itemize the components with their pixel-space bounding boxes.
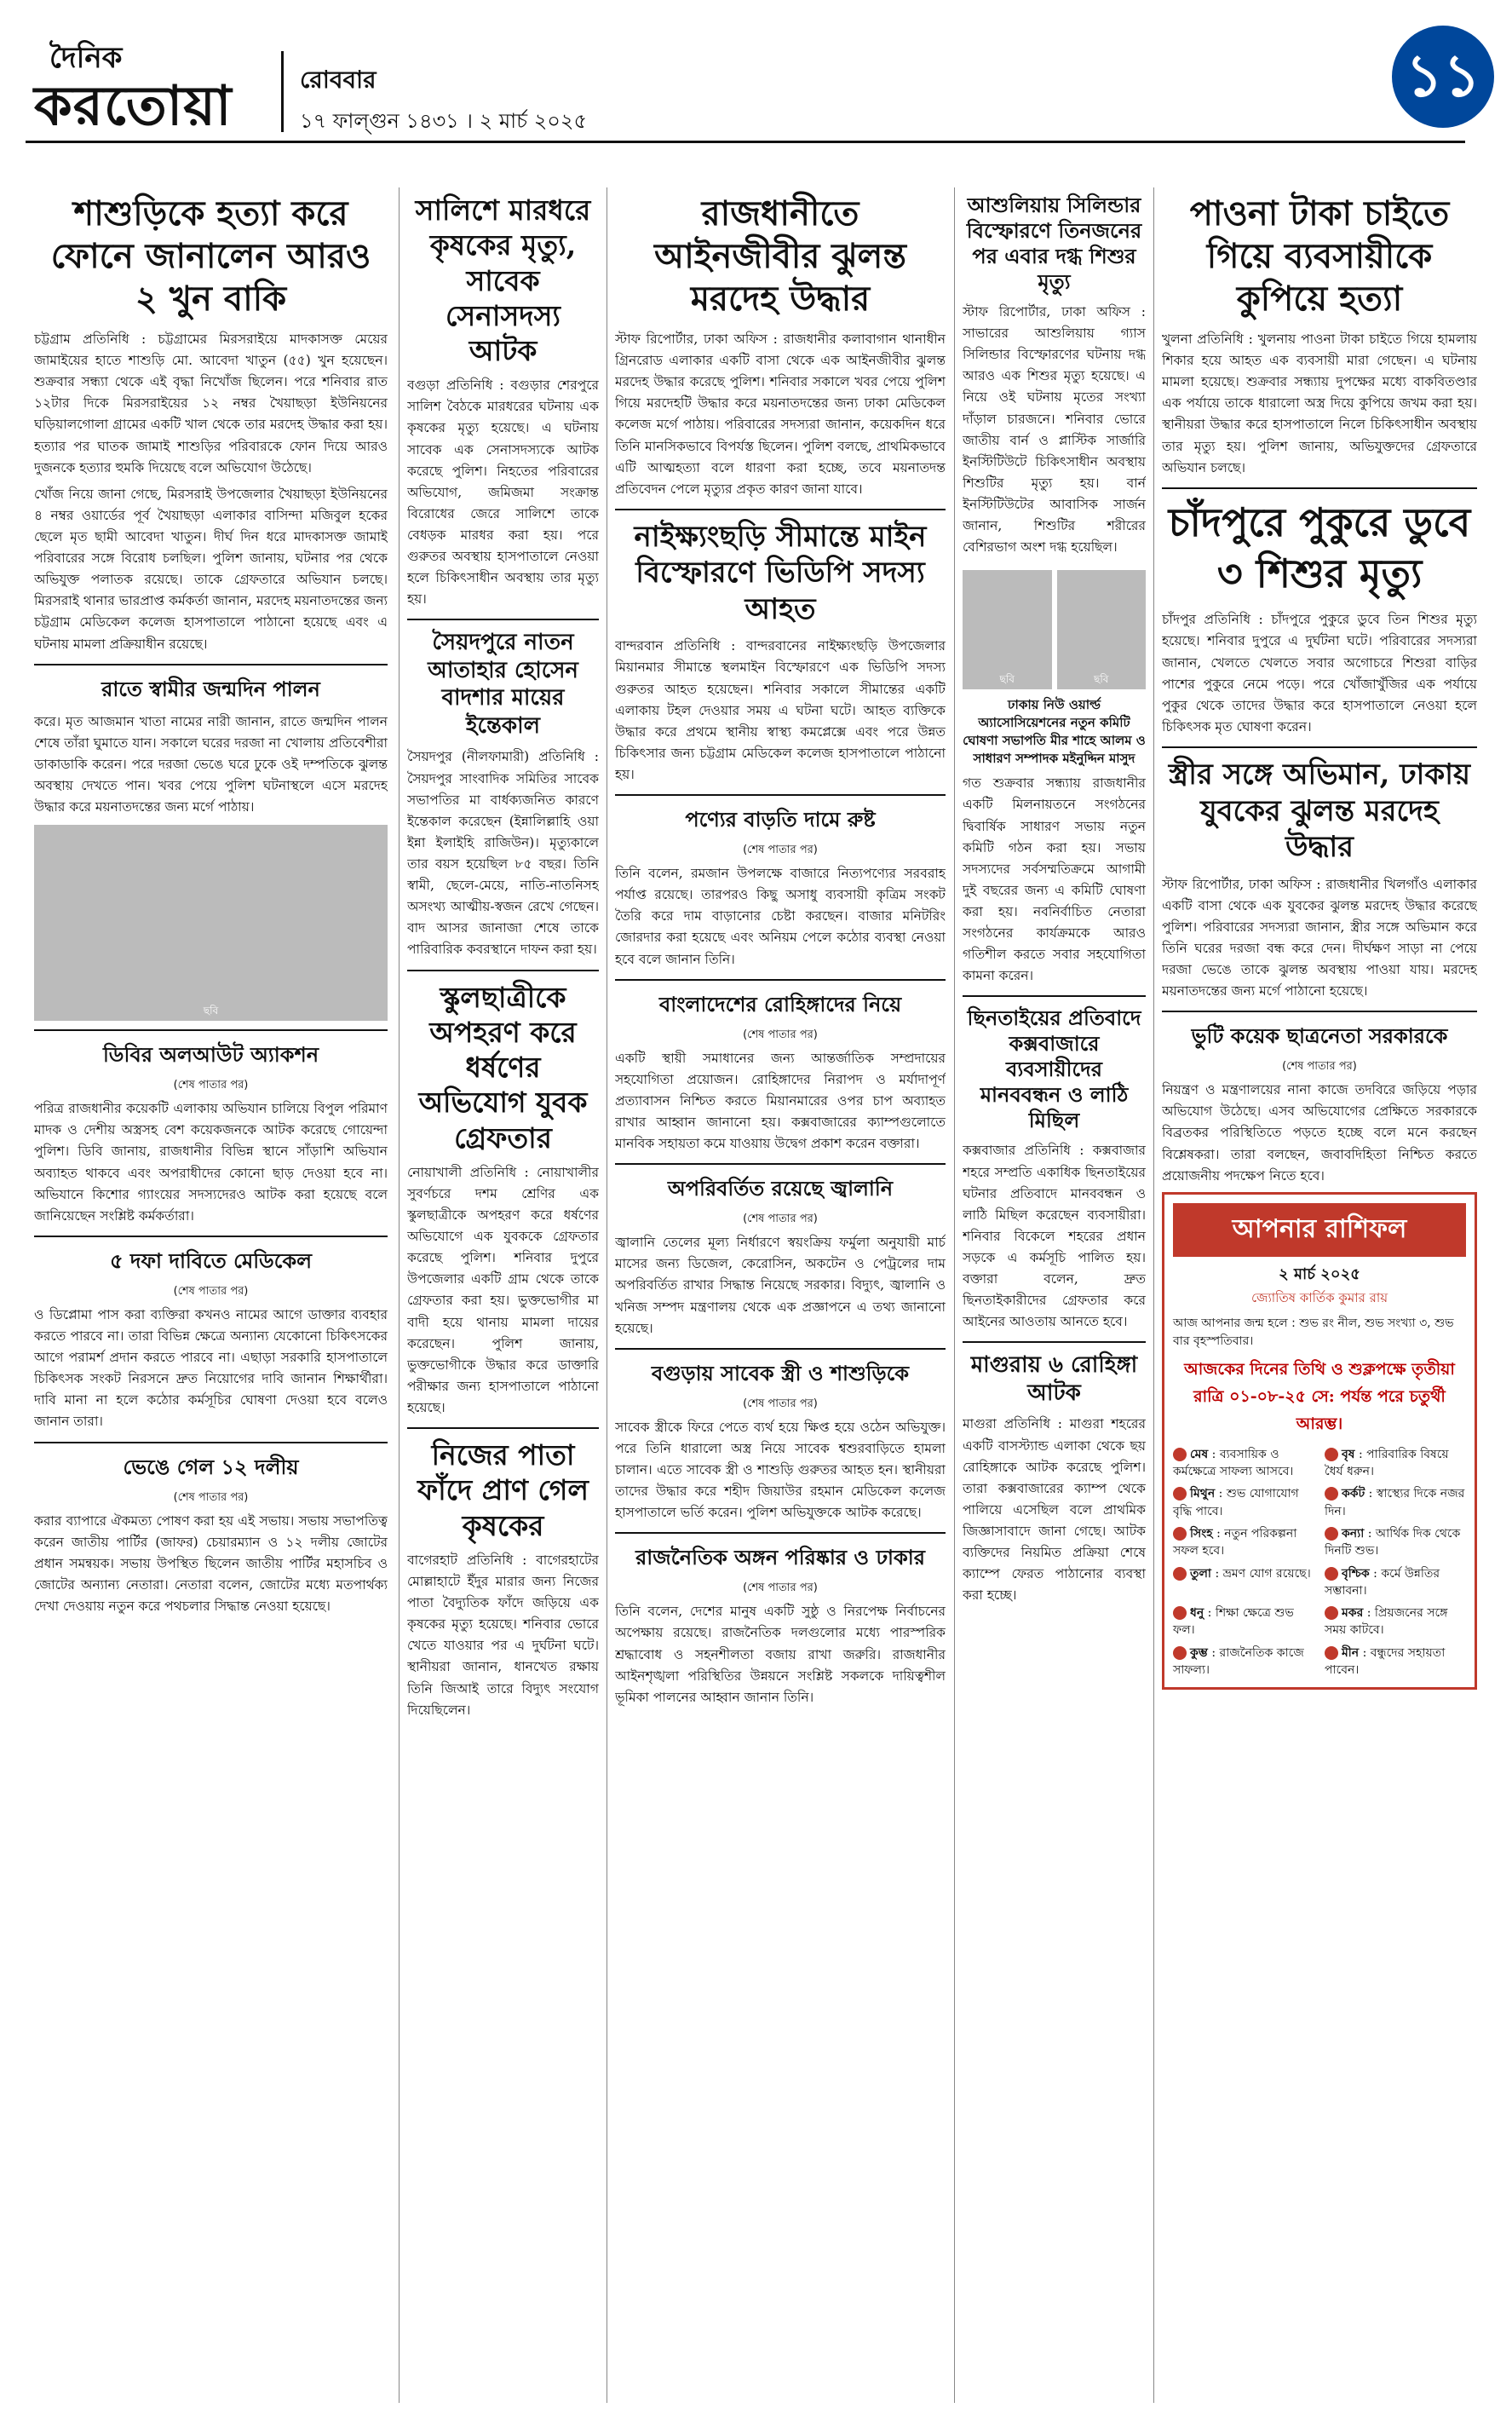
divider [615,1532,946,1534]
continued-label: (শেষ পাতার পর) [173,1079,249,1092]
zodiac-text: রাজনৈতিক কাজে সাফল্য। [1173,1645,1304,1677]
headline: পাওনা টাকা চাইতে গিয়ে ব্যবসায়ীকে কুপিয়ে হত্যা [1189,193,1450,319]
zodiac-name: কর্কট [1342,1487,1365,1501]
zodiac-name: বৃষ [1342,1447,1355,1461]
logo-small-text: দৈনিক [49,41,123,75]
divider [34,664,388,665]
article-body: নিয়ন্ত্রণ ও মন্ত্রণালয়ের নানা কাজে তদবিরে জড়িয়ে পড়ার অভিযোগ উঠেছে। এসব অভিযোগের প্রেক্ষিতে সরকারকে বিব্রতকর পরিস্থিতিতে পড়তে হচ্ছে বলে মনে করছেন বিশ্লেষকরা। তারা বলছেন, জবাবদিহিতা নিশ্চিত করতে প্রয়োজনীয় পদক্ষেপ নিতে হবে। [1162,1082,1477,1184]
article-body: তিনি বলেন, দেশের মানুষ একটি সুষ্ঠু ও নিরপেক্ষ নির্বাচনের অপেক্ষায় রয়েছে। রাজনৈতিক দলগুলোর মধ্যে পারস্পরিক শ্রদ্ধাবোধ ও সহনশীলতা বজায় রাখা জরুরি। রাজধানীর আইনশৃঙ্খলা পরিস্থিতির উন্নয়নে সংশ্লিষ্ট সকলকে দায়িত্বশীল ভূমিকা পালনের আহ্বান জানান তিনি। [615,1604,946,1705]
photo-pair [963,563,1146,696]
column-separator [1153,187,1154,2403]
article-body: একটি স্থায়ী সমাধানের জন্য আন্তর্জাতিক সম্প্রদায়ের সহযোগিতা প্রয়োজন। রোহিঙ্গাদের নিরাপদ ও মর্যাদাপূর্ণ প্রত্যাবাসন নিশ্চিত করতে মিয়ানমারের ওপর চাপ অব্যাহত রাখার আহ্বান জানানো হয়। কক্সবাজারের ক্যাম্পগুলোতে মানবিক সহায়তা কমে যাওয়ায় উদ্বেগ প্রকাশ করেন বক্তারা। [615,1050,946,1152]
divider [963,1341,1146,1343]
headline: ডিবির অলআউট অ্যাকশন [102,1042,319,1068]
zodiac-icon [1325,1487,1338,1501]
article-body: করার ব্যাপারে ঐকমত্য পোষণ করা হয় এই সভায়। সভায় সভাপতিত্ব করেন জাতীয় পার্টির (জাফর) চেয়ারম্যান ও ১২ দলীয় জোটের প্রধান সমন্বয়ক। সভায় উপস্থিত ছিলেন জাতীয় পার্টির মহাসচিব ও জোটের অন্যান্য নেতারা। নেতারা বলেন, জোটের মধ্যে মতপার্থক্য দেখা দেওয়ায় নতুন করে পথচলার সিদ্ধান্ত নেওয়া হয়েছে। [34,1512,388,1614]
zodiac-name: কন্যা [1342,1526,1365,1541]
zodiac-text: স্বাস্থ্যের দিকে নজর দিন। [1325,1487,1465,1518]
headline: বগুড়ায় সাবেক স্ত্রী ও শাশুড়িকে [651,1360,910,1385]
logo-main-text: করতোয়া [34,74,233,138]
article-body: খোঁজ নিয়ে জানা গেছে, মিরসরাই উপজেলার খৈয়াছড়া ইউনিয়নের ৪ নম্বর ওয়ার্ডের পূর্ব খৈয়াছড়া এলাকার বাসিন্দা মজিবুল হকের ছেলে মৃত ছামী আবেদা খাতুন। দীর্ঘ দিন ধরে মাদকাসক্ত জামাই পরিবারের সঙ্গে বিরোধ চলছিল। পুলিশ জানায়, ঘটনার পর থেকে অভিযুক্ত পলাতক রয়েছে। তাকে গ্রেফতারে অভিযান চলছে। মিরসরাই থানার ভারপ্রাপ্ত কর্মকর্তা জানান, মরদেহ ময়নাতদন্তের জন্য চট্টগ্রাম মেডিকেল কলেজ হাসপাতালে পাঠানো হয়েছে এবং এ ঘটনায় মামলা প্রক্রিয়াধীন রয়েছে। [34,486,388,652]
zodiac-text: শুভ যোগাযোগ বৃদ্ধি পাবে। [1173,1487,1299,1518]
newspaper-logo [34,36,256,138]
article-body: চাঁদপুর প্রতিনিধি : চাঁদপুরে পুকুরে ডুবে তিন শিশুর মৃত্যু হয়েছে। শনিবার দুপুরে এ দুর্ঘটনা ঘটে। পরিবারের সদস্যরা জানান, খেলতে খেলতে সবার অগোচরে শিশুরা বাড়ির পাশের পুকুরে নেমে পড়ে। পরে খোঁজাখুঁজির এক পর্যায়ে পুকুর থেকে তাদের উদ্ধার করে হাসপাতালে নেওয়া হলে চিকিৎসক মৃত ঘোষণা করেন। [1162,612,1477,734]
zodiac-text: পারিবারিক বিষয়ে ধৈর্য ধরুন। [1325,1447,1449,1479]
article-body: কক্সবাজার প্রতিনিধি : কক্সবাজার শহরে সম্প্রতি একাধিক ছিনতাইয়ের ঘটনার প্রতিবাদে মানববন্ধন ও লাঠি মিছিল করেছেন ব্যবসায়ীরা। শনিবার বিকেলে শহরের প্রধান সড়কে এ কর্মসূচি পালিত হয়। বক্তারা বলেন, দ্রুত ছিনতাইকারীদের গ্রেফতার করে আইনের আওতায় আনতে হবে। [963,1143,1146,1330]
headline: স্কুলছাত্রীকে অপহরণ করে ধর্ষণের অভিযোগ যুবক গ্রেফতার [418,980,588,1155]
zodiac-text: নতুন পরিকল্পনা সফল হবে। [1173,1526,1297,1558]
masthead-divider [281,51,284,132]
zodiac-sign: মীন : বন্ধুদের সহায়তা পাবেন। [1325,1645,1446,1677]
horoscope-astrologer: জ্যোতিষ কার্তিক কুমার রায় [1250,1289,1388,1305]
zodiac-sign: মিথুন : শুভ যোগাযোগ বৃদ্ধি পাবে। [1173,1487,1299,1518]
divider [1162,1011,1477,1012]
continued-label: (শেষ পাতার পর) [1282,1060,1357,1074]
divider [963,995,1146,997]
article-body: বাগেরহাট প্রতিনিধি : বাগেরহাটের মোল্লাহাটে ইঁদুর মারার জন্য নিজের পাতা বৈদ্যুতিক ফাঁদে জড়িয়ে এক কৃষকের মৃত্যু হয়েছে। শনিবার ভোরে খেতে যাওয়ার পর এ দুর্ঘটনা ঘটে। স্থানীয়রা জানান, ধানখেত রক্ষায় তিনি জিআই তারে বিদ্যুৎ সংযোগ দিয়েছিলেন। [407,1552,599,1718]
headline: নাইক্ষ্যংছড়ি সীমান্তে মাইন বিস্ফোরণে ভিডিপি সদস্য আহত [634,519,927,626]
article-body: তিনি বলেন, রমজান উপলক্ষে বাজারে নিত্যপণ্যের সরবরাহ পর্যাপ্ত রয়েছে। তারপরও কিছু অসাধু ব্যবসায়ী কৃত্রিম সংকট তৈরি করে দাম বাড়ানোর চেষ্টা করছেন। বাজার মনিটরিং জোরদার করা হয়েছে এবং অনিয়ম পেলে কঠোর ব্যবস্থা নেওয়া হবে বলে জানান তিনি। [615,866,946,967]
continued-label: (শেষ পাতার পর) [173,1284,249,1298]
article-body: বান্দরবান প্রতিনিধি : বান্দরবানের নাইক্ষ্যংছড়ি উপজেলার মিয়ানমার সীমান্তে স্থলমাইন বিস্ফোরণে এক ভিডিপি সদস্য গুরুতর আহত হয়েছেন। শনিবার সকালে সীমান্তের একটি এলাকায় টহল দেওয়ার সময় এ ঘটনা ঘটে। আহত ব্যক্তিকে উদ্ধার করে প্রথমে স্থানীয় স্বাস্থ্য কমপ্লেক্সে এবং পরে উন্নত চিকিৎসার জন্য চট্টগ্রাম মেডিকেল কলেজ হাসপাতালে পাঠানো হয়। [615,638,946,783]
zodiac-name: তুলা [1190,1566,1211,1581]
zodiac-sign: কুম্ভ : রাজনৈতিক কাজে সাফল্য। [1173,1645,1304,1677]
article-body: খুলনা প্রতিনিধি : খুলনায় পাওনা টাকা চাইতে গিয়ে হামলায় শিকার হয়ে আহত এক ব্যবসায়ী মারা গেছেন। এ ঘটনায় মামলা হয়েছে। শুক্রবার সন্ধ্যায় দুপক্ষের মধ্যে বাকবিতণ্ডার এক পর্যায়ে তাকে ধারালো অস্ত্র দিয়ে কুপিয়ে জখম করা হয়। স্থানীয়রা উদ্ধার করে হাসপাতালে নিলে চিকিৎসাধীন অবস্থায় তার মৃত্যু হয়। পুলিশ জানায়, অভিযুক্তদের গ্রেফতারে অভিযান চলছে। [1162,331,1477,475]
article-body: পরিত্র রাজধানীর কয়েকটি এলাকায় অভিযান চালিয়ে বিপুল পরিমাণ মাদক ও দেশীয় অস্ত্রসহ বেশ কয়েকজনকে আটক করেছে গোয়েন্দা পুলিশ। ডিবি জানায়, রাজধানীর বিভিন্ন স্থানে সাঁড়াশি অভিযান অব্যাহত থাকবে এবং অপরাধীদের কোনো ছাড় দেওয়া হবে না। অভিযানে কিশোর গ্যাংয়ের সদস্যদেরও আটক করা হয়েছে বলে জানিয়েছেন সংশ্লিষ্ট কর্মকর্তারা। [34,1101,388,1224]
headline: সৈয়দপুরে নাতন আতাহার হোসেন বাদশার মায়ের ইন্তেকাল [428,630,578,739]
zodiac-text: ব্যবসায়িক ও কর্মক্ষেত্রে সাফল্য আসবে। [1173,1447,1294,1479]
zodiac-text: কর্মে উন্নতির সম্ভাবনা। [1325,1566,1440,1598]
headline: ৫ দফা দাবিতে মেডিকেল [109,1247,313,1273]
headline: ভেঙে গেল ১২ দলীয় [123,1454,299,1479]
headline: ভুটি কয়েক ছাত্রনেতা সরকারকে [1191,1023,1448,1049]
divider [615,979,946,981]
divider [34,1442,388,1443]
zodiac-name: মিথুন [1190,1487,1216,1501]
zodiac-icon [1173,1646,1187,1660]
column-1 [34,187,388,2403]
continued-label: (শেষ পাতার পর) [743,1581,818,1595]
article-body: নোয়াখালী প্রতিনিধি : নোয়াখালীর সুবর্ণচরে দশম শ্রেণির এক স্কুলছাত্রীকে অপহরণ করে ধর্ষণের অভিযোগে এক যুবককে গ্রেফতার করেছে পুলিশ। শনিবার দুপুরে উপজেলার একটি গ্রাম থেকে তাকে গ্রেফতার করা হয়। ভুক্তভোগীর মা বাদী হয়ে থানায় মামলা দায়ের করেছেন। পুলিশ জানায়, ভুক্তভোগীকে উদ্ধার করে ডাক্তারি পরীক্ষার জন্য হাসপাতালে পাঠানো হয়েছে। [407,1164,599,1415]
headline: চাঁদপুরে পুকুরে ডুবে ৩ শিশুর মৃত্যু [1168,498,1471,596]
column-separator [399,187,400,2403]
issue-date: ১৭ ফাল্গুন ১৪৩১ । ২ মার্চ ২০২৫ [300,109,588,133]
continued-label: (শেষ পাতার পর) [743,1028,818,1041]
zodiac-name: ধনু [1190,1606,1204,1621]
headline: ছিনতাইয়ের প্রতিবাদে কক্সবাজারে ব্যবসায়ীদের মানববন্ধন ও লাঠি মিছিল [967,1005,1141,1133]
headline: সালিশে মারধরে কৃষকের মৃত্যু, সাবেক সেনাসদস্য আটক [415,193,591,367]
zodiac-sign: কন্যা : আর্থিক দিক থেকে দিনটি শুভ। [1325,1526,1461,1558]
zodiac-text: শিক্ষা ক্ষেত্রে শুভ ফল। [1173,1606,1294,1638]
photo-label: ছবি [203,1005,219,1017]
zodiac-list [1173,1446,1466,1679]
article-body: জ্বালানি তেলের মূল্য নির্ধারণে স্বয়ংক্রিয় ফর্মুলা অনুযায়ী মার্চ মাসের জন্য ডিজেল, কেরোসিন, অকটেন ও পেট্রলের দাম অপরিবর্তিত রাখার সিদ্ধান্ত নিয়েছে সরকার। বিদ্যুৎ, জ্বালানি ও খনিজ সম্পদ মন্ত্রণালয় থেকে এক প্রজ্ঞাপনে এ তথ্য জানানো হয়েছে। [615,1235,946,1336]
zodiac-name: সিংহ [1190,1526,1213,1541]
divider [615,509,946,510]
article-body: গত শুক্রবার সন্ধ্যায় রাজধানীর একটি মিলনায়তনে সংগঠনের দ্বিবার্ষিক সাধারণ সভায় নতুন কমিটি গঠন করা হয়। সভায় সদস্যদের সর্বসম্মতিক্রমে আগামী দুই বছরের জন্য এ কমিটি ঘোষণা করা হয়। নবনির্বাচিত নেতারা সংগঠনের কার্যক্রমকে আরও গতিশীল করতে সবার সহযোগিতা কামনা করেন। [963,775,1146,984]
zodiac-icon [1325,1448,1338,1461]
article-body: স্টাফ রিপোর্টার, ঢাকা অফিস : সাভারের আশুলিয়ায় গ্যাস সিলিন্ডার বিস্ফোরণের ঘটনায় দগ্ধ আরও এক শিশুর মৃত্যু হয়েছে। এ নিয়ে ওই ঘটনায় মৃতের সংখ্যা দাঁড়াল চারজনে। শনিবার ভোরে জাতীয় বার্ন ও প্লাস্টিক সার্জারি ইনস্টিটিউটে চিকিৎসাধীন অবস্থায় শিশুটির মৃত্যু হয়। বার্ন ইনস্টিটিউটের আবাসিক সার্জন জানান, শিশুটির শরীরের বেশিরভাগ অংশ দগ্ধ হয়েছিল। [963,304,1146,556]
photo-caption: ঢাকায় নিউ ওয়ার্ল্ড অ্যাসোসিয়েশনের নতুন কমিটি ঘোষণা সভাপতি মীর শাহে আলম ও সাধারণ সম্পাদক মইনুদ্দিন মাসুদ [963,697,1146,767]
portrait-photo [1057,570,1147,689]
headline: অপরিবর্তিত রয়েছে জ্বালানি [667,1176,894,1201]
zodiac-sign: মকর : প্রিয়জনের সঙ্গে সময় কাটবে। [1325,1606,1448,1638]
headline: বাংলাদেশের রোহিঙ্গাদের নিয়ে [658,991,902,1017]
horoscope-facts: আজ আপনার জন্ম হলে : শুভ রং নীল, শুভ সংখ্যা ৩, শুভ বার বৃহস্পতিবার। [1173,1316,1454,1348]
page-number-badge: ১১ [1392,26,1494,128]
zodiac-sign: তুলা : ভ্রমণ যোগ রয়েছে। [1173,1565,1314,1600]
article-body: স্টাফ রিপোর্টার, ঢাকা অফিস : রাজধানীর খিলগাঁও এলাকার একটি বাসা থেকে এক যুবকের ঝুলন্ত মরদেহ উদ্ধার করেছে পুলিশ। পরিবারের সদস্যরা জানান, স্ত্রীর সঙ্গে অভিমান করে তিনি ঘরের দরজা বন্ধ করে দেন। দীর্ঘক্ষণ সাড়া না পেয়ে দরজা ভেঙে তাকে ঝুলন্ত অবস্থায় পাওয়া যায়। মরদেহ ময়নাতদন্তের জন্য মর্গে পাঠানো হয়েছে। [1162,876,1477,999]
headline: রাতে স্বামীর জন্মদিন পালন [101,676,320,701]
divider [615,794,946,796]
headline: স্ত্রীর সঙ্গে অভিমান, ঢাকায় যুবকের ঝুলন্ত মরদেহ উদ্ধার [1168,758,1471,865]
headline: আশুলিয়ায় সিলিন্ডার বিস্ফোরণে তিনজনের পর এবার দগ্ধ শিশুর মৃত্যু [966,193,1142,294]
column-separator [954,187,955,2403]
zodiac-icon [1173,1448,1187,1461]
zodiac-name: মীন [1342,1645,1360,1660]
article-body: ও ডিপ্লোমা পাস করা ব্যক্তিরা কখনও নামের আগে ডাক্তার ব্যবহার করতে পারবে না। তারা বিভিন্ন ক্ষেত্রে অন্যান্য যেকোনো চিকিৎসকের আগে পরামর্শ প্রদান করতে পারবে না। এছাড়া সরকারি হাসপাতালে চিকিৎসক সংকট নিরসনে দ্রুত নিয়োগের দাবি জানান শিক্ষার্থীরা। দাবি মানা না হলে কঠোর কর্মসূচির ঘোষণা দেওয়া হবে বলেও জানান তারা। [34,1306,388,1430]
divider [615,1348,946,1350]
continued-label: (শেষ পাতার পর) [173,1490,249,1504]
article-body: মাগুরা প্রতিনিধি : মাগুরা শহরের একটি বাসস্ট্যান্ড এলাকা থেকে ছয় রোহিঙ্গাকে আটক করেছে পুলিশ। তারা কক্সবাজারের ক্যাম্প থেকে পালিয়ে এসেছিল বলে প্রাথমিক জিজ্ঞাসাবাদে জানা গেছে। আটক ব্যক্তিদের নিয়মিত প্রক্রিয়া শেষে ক্যাম্পে ফেরত পাঠানোর ব্যবস্থা করা হচ্ছে। [963,1416,1146,1604]
continued-label: (শেষ পাতার পর) [743,1397,818,1410]
article-body: সাবেক স্ত্রীকে ফিরে পেতে ব্যর্থ হয়ে ক্ষিপ্ত হয়ে ওঠেন অভিযুক্ত। পরে তিনি ধারালো অস্ত্র নিয়ে সাবেক শ্বশুরবাড়িতে হামলা চালান। এতে সাবেক স্ত্রী ও শাশুড়ি গুরুতর আহত হন। স্থানীয়রা তাদের উদ্ধার করে শহীদ জিয়াউর রহমান মেডিকেল কলেজ হাসপাতালে ভর্তি করেন। পুলিশ অভিযুক্তকে আটক করেছে। [615,1419,946,1521]
zodiac-name: বৃশ্চিক [1342,1566,1370,1581]
masthead-rule [26,141,1465,143]
headline: পণ্যের বাড়তি দামে রুষ্ট [685,807,876,832]
zodiac-text: ভ্রমণ যোগ রয়েছে। [1222,1566,1311,1581]
zodiac-name: মকর [1342,1606,1364,1621]
zodiac-sign: কর্কট : স্বাস্থ্যের দিকে নজর দিন। [1325,1487,1465,1518]
zodiac-sign: মেষ : ব্যবসায়িক ও কর্মক্ষেত্রে সাফল্য আসবে। [1173,1447,1294,1479]
zodiac-icon [1325,1646,1338,1660]
photo-label: ছবি [999,673,1015,686]
zodiac-sign: সিংহ : নতুন পরিকল্পনা সফল হবে। [1173,1526,1297,1558]
headline: মাগুরায় ৬ রোহিঙ্গা আটক [970,1352,1138,1406]
news-photo [34,825,388,1021]
zodiac-text: আর্থিক দিক থেকে দিনটি শুভ। [1325,1526,1461,1558]
column-5 [1162,187,1477,2403]
zodiac-icon [1325,1567,1338,1581]
zodiac-sign: ধনু : শিক্ষা ক্ষেত্রে শুভ ফল। [1173,1606,1294,1638]
divider [407,970,599,971]
headline: নিজের পাতা ফাঁদে প্রাণ গেল কৃষকের [417,1438,589,1542]
zodiac-icon [1173,1567,1187,1581]
headline: শাশুড়িকে হত্যা করে ফোনে জানালেন আরও ২ খুন বাকি [50,193,371,319]
portrait-photo [963,570,1052,689]
horoscope-box [1162,1192,1477,1691]
column-2 [407,187,599,2403]
zodiac-sign: বৃশ্চিক : কর্মে উন্নতির সম্ভাবনা। [1325,1566,1440,1598]
horoscope-headline: আজকের দিনের তিথি ও শুক্লপক্ষে তৃতীয়া রাত্রি ০১-০৮-২৫ সে: পর্যন্ত পরে চতুর্থী আরম্ভ। [1184,1359,1455,1433]
article-body: স্টাফ রিপোর্টার, ঢাকা অফিস : রাজধানীর কলাবাগান থানাধীন গ্রিনরোড এলাকার একটি বাসা থেকে এক আইনজীবীর ঝুলন্ত মরদেহ উদ্ধার করেছে পুলিশ। শনিবার সকালে খবর পেয়ে পুলিশ গিয়ে মরদেহটি উদ্ধার করে ময়নাতদন্তের জন্য ঢাকা মেডিকেল কলেজ মর্গে পাঠায়। পরিবারের সদস্যরা জানান, কয়েকদিন ধরে তিনি মানসিকভাবে বিপর্যস্ত ছিলেন। পুলিশ বলছে, প্রাথমিকভাবে এটি আত্মহত্যা বলে ধারণা করা হচ্ছে, তবে ময়নাতদন্ত প্রতিবেদন পেলে মৃত্যুর প্রকৃত কারণ জানা যাবে। [615,331,946,497]
article-body: সৈয়দপুর (নীলফামারী) প্রতিনিধি : সৈয়দপুর সাংবাদিক সমিতির সাবেক সভাপতির মা বার্ধক্যজনিত কারণে ইন্তেকাল করেছেন (ইন্নালিল্লাহি ওয়া ইন্না ইলাইহি রাজিউন)। মৃত্যুকালে তার বয়স হয়েছিল ৮৫ বছর। তিনি স্বামী, ছেলে-মেয়ে, নাতি-নাতনিসহ অসংখ্য আত্মীয়-স্বজন রেখে গেছেন। বাদ আসর জানাজা শেষে তাকে পারিবারিক কবরস্থানে দাফন করা হয়। [407,749,599,958]
article-body: বগুড়া প্রতিনিধি : বগুড়ার শেরপুরে সালিশ বৈঠকে মারধরের ঘটনায় এক কৃষকের মৃত্যু হয়েছে। এ ঘটনায় সাবেক এক সেনাসদস্যকে আটক করেছে পুলিশ। নিহতের পরিবারের অভিযোগ, জমিজমা সংক্রান্ত বিরোধের জেরে সালিশে তাকে বেধড়ক মারধর করা হয়। পরে গুরুতর অবস্থায় হাসপাতালে নেওয়া হলে চিকিৎসাধীন অবস্থায় তার মৃত্যু হয়। [407,377,599,608]
divider [407,619,599,620]
zodiac-name: মেষ [1190,1447,1209,1461]
column-4 [963,187,1146,2403]
column-3 [615,187,946,2403]
headline: রাজধানীতে আইনজীবীর ঝুলন্ত মরদেহ উদ্ধার [654,193,906,319]
horoscope-title: আপনার রাশিফল [1173,1203,1466,1257]
divider [34,1236,388,1237]
divider [1162,746,1477,748]
zodiac-icon [1173,1487,1187,1501]
zodiac-text: প্রিয়জনের সঙ্গে সময় কাটবে। [1325,1606,1448,1638]
zodiac-sign: বৃষ : পারিবারিক বিষয়ে ধৈর্য ধরুন। [1325,1447,1449,1479]
issue-day: রোববার [300,66,377,94]
continued-label: (শেষ পাতার পর) [743,1213,818,1226]
article-body: চট্টগ্রাম প্রতিনিধি : চট্টগ্রামের মিরসরাইয়ে মাদকাসক্ত মেয়ের জামাইয়ের হাতে শাশুড়ি মো. আবেদা খাতুন (৫৫) খুন হয়েছেন। শুক্রবার সন্ধ্যা থেকে এই বৃদ্ধা নিখোঁজ ছিলেন। পরে শনিবার রাত ১২টার দিকে মিরসরাইয়ের ১২ নম্বর খৈয়াছড়া ইউনিয়নের ঘড়িয়ালগোলা গ্রামের একটি খাল থেকে তার মরদেহ উদ্ধার করা হয়। হত্যার পর ঘাতক জামাই শাশুড়ির পরিবারকে ফোন দিয়ে আরও দুজনকে হত্যার হুমকি দিয়েছে বলে অভিযোগ উঠেছে। [34,331,388,475]
divider [615,1163,946,1165]
zodiac-icon [1325,1527,1338,1541]
horoscope-date: ২ মার্চ ২০২৫ [1279,1264,1360,1283]
divider [34,1029,388,1031]
divider [1162,487,1477,489]
continued-label: (শেষ পাতার পর) [743,844,818,857]
zodiac-name: কুম্ভ [1190,1645,1208,1660]
zodiac-icon [1325,1606,1338,1620]
photo-label: ছবি [1094,673,1109,686]
divider [407,1427,599,1429]
zodiac-icon [1173,1527,1187,1541]
masthead [0,0,1512,170]
zodiac-text: বন্ধুদের সহায়তা পাবেন। [1325,1645,1446,1677]
article-body: করে। মৃত আজমান খাতা নামের নারী জানান, রাতে জন্মদিন পালন শেষে তাঁরা ঘুমাতে যান। সকালে ঘরের দরজা না খোলায় প্রতিবেশীরা ডাকাডাকি করেন। পরে দরজা ভেঙে ঘরে ঢুকে ওই দম্পতিকে ঝুলন্ত অবস্থায় দেখতে পান। খবর পেয়ে পুলিশ ঘটনাস্থলে এসে মরদেহ উদ্ধার করে ময়নাতদন্তের জন্য মর্গে পাঠায়। [34,713,388,815]
zodiac-icon [1173,1606,1187,1620]
headline: রাজনৈতিক অঙ্গন পরিষ্কার ও ঢাকার [635,1545,925,1570]
